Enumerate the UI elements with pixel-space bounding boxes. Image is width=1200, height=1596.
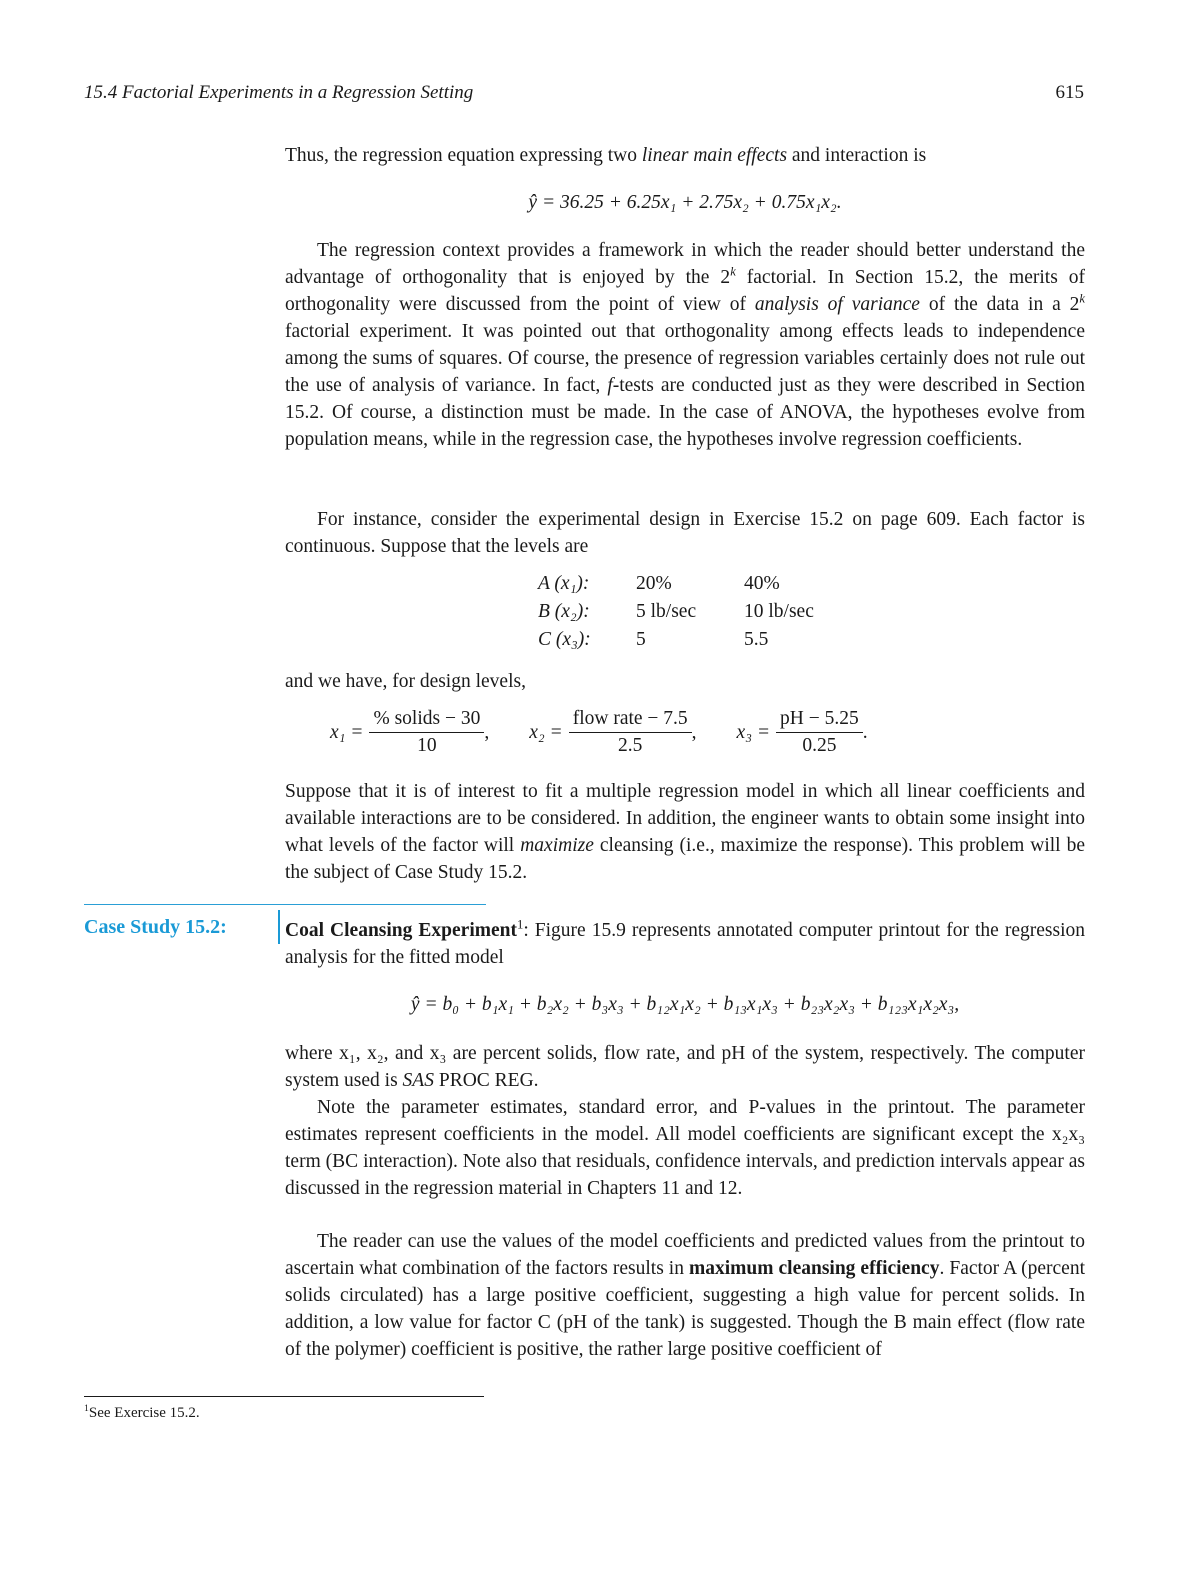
factor-label: A (x₁): [538,573,590,594]
page-number: 615 [1055,82,1084,103]
text: where x₁, x₂, and x₃ are percent solids, flow rate, and pH of the system, respectively. The computer system used is [285,1043,1085,1091]
equation-lhs: x₂ = [529,721,563,743]
text: and interaction is [787,145,927,166]
case-study-title: Coal Cleansing Experiment [285,920,517,941]
factor-label: C (x₃): [538,629,591,650]
emphasis: analysis of variance [754,294,920,315]
superscript: k [730,264,736,279]
factor-levels-table [538,570,864,654]
paragraph-orthogonality [285,237,1085,453]
emphasis: SAS [402,1070,434,1091]
regression-equation: ŷ = 36.25 + 6.25x₁ + 2.75x₂ + 0.75x₁x₂. [528,192,842,213]
text: . Factor A (percent solids circulated) has a large positive coefficient, suggesting a high value for percent solids. In addition, a low value for factor C (pH of the tank) is suggested. Though the B main effect (flow rate of the polymer) coefficient is positive, the rather large positive coefficient of [285,1258,1085,1360]
case-study-rule [84,904,486,905]
high-level: 5.5 [744,629,769,650]
paragraph-instance [285,506,1085,560]
text: -tests are conducted just as they were described in Section 15.2. Of course, a distinction must be made. In the case of ANOVA, the hypotheses evolve from population means, while in the regression case, the hypotheses involve regression coefficients. [285,375,1085,450]
fraction [569,708,692,757]
text: PROC REG. [433,1070,539,1091]
denominator: 0.25 [802,735,837,756]
low-level: 20% [636,573,672,594]
case-study-bar [278,910,280,944]
running-header [84,82,1084,104]
footnote [84,1405,200,1422]
levels-row [538,598,864,626]
low-level: 5 lb/sec [636,601,697,622]
numerator: % solids − 30 [369,708,484,733]
paragraph-case-intro [285,917,1085,971]
low-level: 5 [636,629,646,650]
punctuation: , [691,721,697,743]
fraction [369,708,484,757]
high-level: 10 lb/sec [744,601,814,622]
paragraph-design-levels [285,668,1085,695]
section-title: 15.4 Factorial Experiments in a Regression Setting [84,82,474,103]
fraction [776,708,863,757]
levels-row [538,570,864,598]
footnote-mark: 1 [84,1403,89,1414]
emphasis: maximize [520,835,594,856]
paragraph-where [285,1040,1085,1094]
numerator: pH − 5.25 [776,708,863,733]
text: and we have, for design levels, [285,671,526,692]
text: The reader can use the values of the model coefficients and predicted values from the printout to ascertain what combination of the factors results in [285,1231,1085,1279]
coding-equation-x2 [529,708,696,757]
paragraph-reader [285,1228,1085,1363]
factor-label: B (x₂): [538,601,590,622]
coding-equations [330,708,908,757]
levels-row [538,626,864,654]
text: : Figure 15.9 represents annotated computer printout for the regression analysis for the fitted model [285,920,1085,968]
equation-lhs: x₁ = [330,721,364,743]
text: For instance, consider the experimental design in Exercise 15.2 on page 609. Each factor is continuous. Suppose that the levels are [285,509,1085,557]
footnote-rule [84,1396,484,1397]
bold-text: maximum cleansing efficiency [688,1258,940,1279]
denominator: 2.5 [618,735,643,756]
coding-equation-x1 [330,708,489,757]
text: cleansing (i.e., maximize the response). This problem will be the subject of Case Study 15.2. [285,835,1085,883]
punctuation: , [484,721,490,743]
paragraph-note [285,1094,1085,1202]
text: Note the parameter estimates, standard error, and P-values in the printout. The parameter estimates represent coefficients in the model. All model coefficients are significant except the x₂x₃ term (BC interaction). Note also that residuals, confidence intervals, and prediction intervals appear as discussed in the regression material in Chapters 11 and 12. [285,1097,1085,1199]
denominator: 10 [417,735,437,756]
math-f: f [607,375,613,396]
text: of the data in a 2 [919,294,1080,315]
footnote-mark: 1 [516,917,524,932]
superscript: k [1079,291,1086,306]
emphasis: linear main effects [641,145,788,166]
numerator: flow rate − 7.5 [569,708,692,733]
coding-equation-x3 [737,708,868,757]
full-model-equation: ŷ = b₀ + b₁x₁ + b₂x₂ + b₃x₃ + b₁₂x₁x₂ + b₁₃x₁x₃ + b₂₃x₂x₃ + b₁₂₃x₁x₂x₃, [410,994,960,1015]
paragraph-suppose [285,778,1085,886]
text: The regression context provides a framework in which the reader should better understand the advantage of orthogonality that is enjoyed by the 2 [285,240,1085,288]
equation-lhs: x₃ = [736,721,771,743]
paragraph-thus [285,142,1085,169]
text: Suppose that it is of interest to fit a multiple regression model in which all linear coefficients and available interactions are to be considered. In addition, the engineer wants to obtain some insight into what levels of the factor will [285,781,1085,856]
case-study-label: Case Study 15.2: [84,916,227,938]
text: factorial. In Section 15.2, the merits of orthogonality were discussed from the point of view of [285,267,1085,315]
footnote-text: See Exercise 15.2. [88,1405,200,1421]
text: factorial experiment. It was pointed out that orthogonality among effects leads to independence among the sums of squares. Of course, the presence of regression variables certainly does not rule out the use of analysis of variance. In fact, [285,321,1085,396]
punctuation: . [862,721,868,743]
text: Thus, the regression equation expressing two [285,145,642,166]
high-level: 40% [744,573,780,594]
